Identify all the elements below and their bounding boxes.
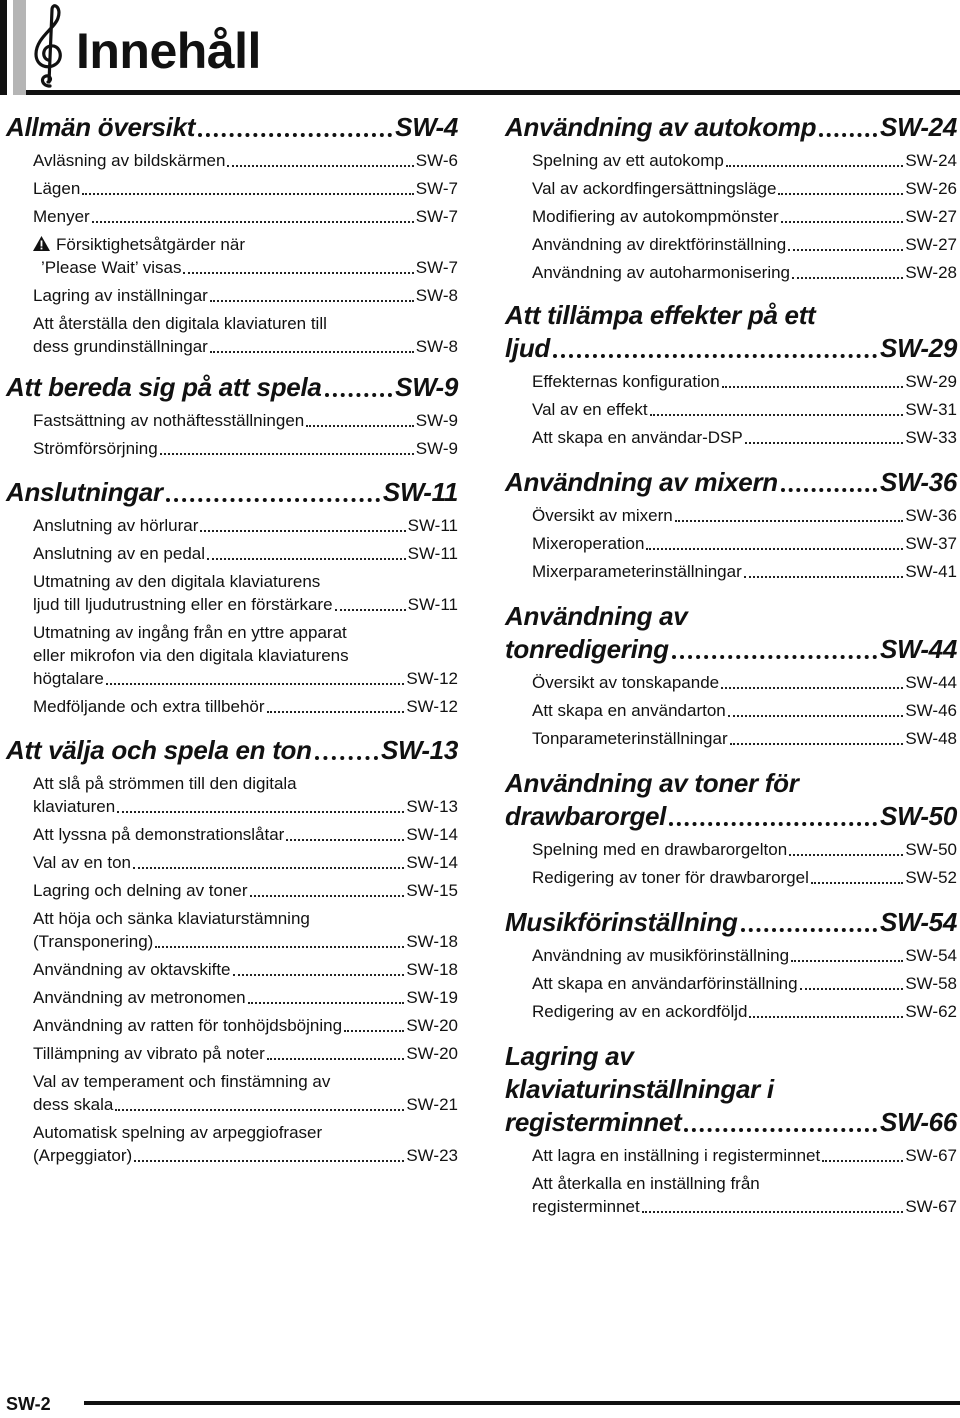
dot-leader bbox=[684, 1128, 877, 1132]
entry-page: SW-11 bbox=[407, 516, 458, 535]
dot-leader bbox=[781, 221, 904, 223]
toc-entry[interactable] bbox=[532, 1000, 957, 1023]
entry-page: SW-67 bbox=[905, 1197, 957, 1216]
section-heading[interactable] bbox=[505, 633, 957, 666]
entry-page: SW-7 bbox=[415, 207, 458, 226]
entry-page: SW-20 bbox=[406, 1016, 458, 1035]
section-heading[interactable] bbox=[505, 111, 957, 144]
entry-title: Översikt av tonskapande bbox=[532, 673, 720, 692]
dot-leader bbox=[210, 300, 414, 302]
section-title-line: tonredigering bbox=[505, 634, 669, 664]
entry-title: Tonparameterinställningar bbox=[532, 729, 728, 748]
section-page: SW-50 bbox=[880, 801, 957, 831]
entry-page: SW-18 bbox=[406, 932, 458, 951]
entry-page: SW-7 bbox=[415, 258, 458, 277]
entry-title: Redigering av en ackordföljd bbox=[532, 1002, 748, 1021]
toc-entry[interactable] bbox=[33, 1070, 458, 1116]
entry-page: SW-13 bbox=[406, 797, 458, 816]
entry-page: SW-7 bbox=[415, 179, 458, 198]
entry-title: Avläsning av bildskärmen bbox=[33, 151, 226, 170]
dot-leader bbox=[745, 442, 904, 444]
entry-title: Användning av metronomen bbox=[33, 988, 246, 1007]
entry-title-line: klaviaturen bbox=[33, 797, 116, 816]
toc-entry[interactable] bbox=[532, 205, 957, 228]
dot-leader bbox=[160, 453, 414, 455]
section-title: Musikförinställning bbox=[505, 907, 738, 937]
dot-leader bbox=[650, 414, 904, 416]
entry-page: SW-67 bbox=[905, 1146, 957, 1165]
dot-leader bbox=[819, 133, 877, 137]
entry-page: SW-52 bbox=[905, 868, 957, 887]
entry-title: Fastsättning av nothäftesställningen bbox=[33, 411, 305, 430]
toc-section bbox=[505, 1040, 957, 1218]
dot-leader bbox=[675, 520, 904, 522]
dot-leader bbox=[730, 743, 904, 745]
dot-leader bbox=[117, 811, 404, 813]
page-number: SW-2 bbox=[6, 1394, 51, 1414]
entry-page: SW-50 bbox=[905, 840, 957, 859]
section-title-line: Lagring av bbox=[505, 1041, 634, 1071]
section-items bbox=[532, 944, 957, 1023]
dot-leader bbox=[166, 498, 380, 502]
dot-leader bbox=[250, 895, 405, 897]
dot-leader bbox=[722, 386, 904, 388]
dot-leader bbox=[791, 960, 903, 962]
toc-entry[interactable] bbox=[532, 944, 957, 967]
section-items bbox=[532, 504, 957, 583]
toc-entry[interactable] bbox=[33, 437, 458, 460]
section-title: Anslutningar bbox=[6, 477, 163, 507]
toc-entry[interactable] bbox=[33, 312, 458, 358]
entry-page: SW-33 bbox=[905, 428, 957, 447]
dot-leader bbox=[726, 165, 903, 167]
dot-leader bbox=[315, 756, 378, 760]
entry-page: SW-8 bbox=[415, 337, 458, 356]
toc-entry[interactable] bbox=[33, 514, 458, 537]
entry-title: Lagring och delning av toner bbox=[33, 881, 248, 900]
toc-entry[interactable] bbox=[532, 866, 957, 889]
entry-page: SW-20 bbox=[406, 1044, 458, 1063]
section-page: SW-54 bbox=[880, 907, 957, 937]
entry-title-line: Försiktighetsåtgärder när bbox=[56, 235, 245, 254]
toc-right-column bbox=[505, 104, 957, 1218]
dot-leader bbox=[115, 1109, 404, 1111]
section-heading[interactable] bbox=[505, 1106, 957, 1139]
entry-title: Att skapa en användarförinställning bbox=[532, 974, 798, 993]
dot-leader bbox=[744, 576, 904, 578]
entry-page: SW-11 bbox=[407, 544, 458, 563]
toc-entry[interactable] bbox=[532, 233, 957, 256]
toc-entry[interactable] bbox=[33, 149, 458, 172]
toc-entry[interactable] bbox=[33, 958, 458, 981]
entry-page: SW-41 bbox=[905, 562, 957, 581]
entry-page: SW-23 bbox=[406, 1146, 458, 1165]
entry-title-line: eller mikrofon via den digitala klaviaturens bbox=[33, 646, 349, 665]
section-page: SW-66 bbox=[880, 1107, 957, 1137]
dot-leader bbox=[811, 882, 903, 884]
toc-section bbox=[505, 767, 957, 889]
entry-page: SW-58 bbox=[905, 974, 957, 993]
entry-title: Menyer bbox=[33, 207, 90, 226]
entry-page: SW-28 bbox=[905, 263, 957, 282]
section-page: SW-36 bbox=[880, 467, 957, 497]
header-gray-stripe bbox=[13, 0, 26, 95]
entry-title-line: (Arpeggiator) bbox=[33, 1146, 133, 1165]
section-title: Att välja och spela en ton bbox=[6, 735, 312, 765]
dot-leader bbox=[741, 928, 877, 932]
toc-section bbox=[505, 466, 957, 583]
section-page: SW-4 bbox=[395, 112, 458, 142]
section-page: SW-13 bbox=[381, 735, 458, 765]
entry-title: Att skapa en användar-DSP bbox=[532, 428, 743, 447]
entry-page: SW-11 bbox=[407, 595, 458, 614]
dot-leader bbox=[183, 272, 413, 274]
entry-title: Användning av musikförinställning bbox=[532, 946, 790, 965]
entry-title-line: Utmatning av den digitala klaviaturens bbox=[33, 572, 321, 591]
entry-title: Val av ackordfingersättningsläge bbox=[532, 179, 777, 198]
toc-entry[interactable] bbox=[532, 838, 957, 861]
section-title-line: registerminnet bbox=[505, 1107, 682, 1137]
footer-rule bbox=[84, 1401, 960, 1405]
entry-title: Översikt av mixern bbox=[532, 506, 673, 525]
dot-leader bbox=[642, 1211, 904, 1213]
entry-title: Anslutning av en pedal bbox=[33, 544, 206, 563]
entry-title-line: (Transponering) bbox=[33, 932, 154, 951]
toc-entry[interactable] bbox=[532, 398, 957, 421]
entry-title-line: Att höja och sänka klaviaturstämning bbox=[33, 909, 310, 928]
entry-page: SW-27 bbox=[905, 207, 957, 226]
section-title: Allmän översikt bbox=[6, 112, 196, 142]
toc-section bbox=[6, 476, 458, 718]
entry-title: Användning av direktförinställning bbox=[532, 235, 787, 254]
entry-page: SW-18 bbox=[406, 960, 458, 979]
toc-entry[interactable] bbox=[33, 205, 458, 228]
toc-entry[interactable] bbox=[33, 823, 458, 846]
section-title-line: klaviaturinställningar i bbox=[505, 1074, 774, 1104]
dot-leader bbox=[233, 974, 405, 976]
entry-page: SW-29 bbox=[905, 372, 957, 391]
dot-leader bbox=[82, 193, 414, 195]
section-heading[interactable] bbox=[6, 371, 458, 404]
entry-title-line: Att slå på strömmen till den digitala bbox=[33, 774, 297, 793]
entry-page: SW-48 bbox=[905, 729, 957, 748]
entry-title-line: Utmatning av ingång från en yttre apparat bbox=[33, 623, 347, 642]
section-title-line: Att tillämpa effekter på ett bbox=[505, 300, 816, 330]
entry-page: SW-44 bbox=[905, 673, 957, 692]
dot-leader bbox=[207, 558, 406, 560]
dot-leader bbox=[267, 1058, 405, 1060]
entry-title-line: ’Please Wait’ visas bbox=[41, 258, 182, 277]
toc-section bbox=[6, 111, 458, 358]
toc-entry[interactable] bbox=[532, 671, 957, 694]
entry-page: SW-6 bbox=[415, 151, 458, 170]
dot-leader bbox=[728, 715, 904, 717]
toc-entry[interactable] bbox=[33, 542, 458, 565]
section-items bbox=[33, 514, 458, 718]
entry-title-line: Att återkalla en inställning från bbox=[532, 1174, 760, 1193]
warning-icon bbox=[33, 236, 50, 251]
dot-leader bbox=[669, 822, 877, 826]
toc-entry[interactable] bbox=[33, 284, 458, 307]
entry-title: Effekternas konfiguration bbox=[532, 372, 720, 391]
toc-left-column bbox=[6, 104, 458, 1167]
toc-entry[interactable] bbox=[33, 1121, 458, 1167]
dot-leader bbox=[134, 1160, 404, 1162]
entry-page: SW-31 bbox=[905, 400, 957, 419]
toc-entry[interactable] bbox=[532, 504, 957, 527]
dot-leader bbox=[106, 683, 404, 685]
section-items bbox=[532, 149, 957, 284]
toc-entry[interactable] bbox=[532, 177, 957, 200]
entry-title: Spelning av ett autokomp bbox=[532, 151, 724, 170]
section-title: Att bereda sig på att spela bbox=[6, 372, 322, 402]
dot-leader bbox=[210, 351, 414, 353]
toc-section bbox=[6, 734, 458, 1167]
dot-leader bbox=[198, 133, 392, 137]
toc-entry[interactable] bbox=[33, 621, 458, 690]
section-page: SW-9 bbox=[395, 372, 458, 402]
section-heading[interactable] bbox=[505, 800, 957, 833]
dot-leader bbox=[286, 839, 404, 841]
entry-page: SW-19 bbox=[406, 988, 458, 1007]
toc-entry[interactable] bbox=[33, 772, 458, 818]
toc-entry[interactable] bbox=[33, 1014, 458, 1037]
dot-leader bbox=[672, 655, 877, 659]
entry-title-line: ljud till ljudutrustning eller en förstärkare bbox=[33, 595, 333, 614]
entry-title: Användning av ratten för tonhöjdsböjning bbox=[33, 1016, 343, 1035]
toc-entry[interactable] bbox=[33, 233, 458, 279]
entry-title: Val av en ton bbox=[33, 853, 131, 872]
entry-page: SW-14 bbox=[406, 853, 458, 872]
entry-title-line: Att återställa den digitala klaviaturen till bbox=[33, 314, 327, 333]
entry-title: Medföljande och extra tillbehör bbox=[33, 697, 265, 716]
dot-leader bbox=[335, 609, 406, 611]
toc-section bbox=[505, 906, 957, 1023]
section-heading[interactable] bbox=[6, 476, 458, 509]
toc-entry[interactable] bbox=[532, 149, 957, 172]
toc-entry[interactable] bbox=[532, 426, 957, 449]
treble-clef-icon bbox=[28, 4, 68, 88]
toc-entry[interactable] bbox=[532, 972, 957, 995]
entry-page: SW-37 bbox=[905, 534, 957, 553]
entry-page: SW-12 bbox=[406, 697, 458, 716]
toc-entry[interactable] bbox=[532, 370, 957, 393]
dot-leader bbox=[325, 393, 393, 397]
section-heading[interactable] bbox=[505, 466, 957, 499]
toc-entry[interactable] bbox=[532, 1172, 957, 1218]
dot-leader bbox=[646, 548, 903, 550]
entry-title: Spelning med en drawbarorgelton bbox=[532, 840, 788, 859]
dot-leader bbox=[306, 425, 414, 427]
dot-leader bbox=[553, 354, 877, 358]
dot-leader bbox=[778, 193, 903, 195]
entry-page: SW-26 bbox=[905, 179, 957, 198]
section-heading[interactable] bbox=[505, 906, 957, 939]
entry-page: SW-21 bbox=[406, 1095, 458, 1114]
dot-leader bbox=[267, 711, 405, 713]
toc-section bbox=[505, 600, 957, 750]
entry-page: SW-62 bbox=[905, 1002, 957, 1021]
entry-title: Lägen bbox=[33, 179, 81, 198]
dot-leader bbox=[800, 988, 904, 990]
toc-entry[interactable] bbox=[33, 986, 458, 1009]
section-items bbox=[33, 149, 458, 358]
section-items bbox=[532, 370, 957, 449]
toc-entry[interactable] bbox=[33, 409, 458, 432]
section-title-line: drawbarorgel bbox=[505, 801, 667, 831]
toc-entry[interactable] bbox=[33, 907, 458, 953]
dot-leader bbox=[133, 867, 404, 869]
section-heading[interactable] bbox=[6, 111, 458, 144]
entry-title: Tillämpning av vibrato på noter bbox=[33, 1044, 265, 1063]
section-title: Användning av mixern bbox=[505, 467, 778, 497]
section-title-line: Användning av toner för bbox=[505, 768, 799, 798]
entry-page: SW-36 bbox=[905, 506, 957, 525]
section-page: SW-29 bbox=[880, 333, 957, 363]
dot-leader bbox=[789, 854, 903, 856]
entry-title-line: Val av temperament och finstämning av bbox=[33, 1072, 331, 1091]
section-page: SW-11 bbox=[382, 477, 458, 507]
entry-title: Val av en effekt bbox=[532, 400, 648, 419]
section-heading[interactable] bbox=[505, 332, 957, 365]
dot-leader bbox=[227, 165, 413, 167]
toc-entry[interactable] bbox=[532, 560, 957, 583]
section-items bbox=[532, 671, 957, 750]
section-title-line: ljud bbox=[505, 333, 551, 363]
toc-section bbox=[6, 371, 458, 460]
entry-page: SW-27 bbox=[905, 235, 957, 254]
entry-title: Anslutning av hörlurar bbox=[33, 516, 199, 535]
toc-entry[interactable] bbox=[33, 177, 458, 200]
toc-entry[interactable] bbox=[532, 532, 957, 555]
dot-leader bbox=[822, 1160, 903, 1162]
entry-page: SW-9 bbox=[415, 411, 458, 430]
entry-page: SW-14 bbox=[406, 825, 458, 844]
entry-title-line: Automatisk spelning av arpeggiofraser bbox=[33, 1123, 323, 1142]
toc-entry[interactable] bbox=[33, 1042, 458, 1065]
dot-leader bbox=[788, 249, 903, 251]
entry-title: Användning av autoharmonisering bbox=[532, 263, 791, 282]
entry-page: SW-12 bbox=[406, 669, 458, 688]
entry-title: Att lagra en inställning i registerminnet bbox=[532, 1146, 821, 1165]
entry-title: Modifiering av autokompmönster bbox=[532, 207, 779, 226]
toc-entry[interactable] bbox=[33, 879, 458, 902]
toc-entry[interactable] bbox=[33, 570, 458, 616]
dot-leader bbox=[344, 1030, 404, 1032]
section-items bbox=[33, 409, 458, 460]
section-items bbox=[33, 772, 458, 1167]
entry-title: Att skapa en användarton bbox=[532, 701, 726, 720]
entry-title-line: dess skala bbox=[33, 1095, 114, 1114]
entry-title: Redigering av toner för drawbarorgel bbox=[532, 868, 809, 887]
entry-title: Strömförsörjning bbox=[33, 439, 158, 458]
header-black-bar bbox=[0, 0, 7, 95]
entry-page: SW-8 bbox=[415, 286, 458, 305]
entry-title: Lagring av inställningar bbox=[33, 286, 208, 305]
toc-entry[interactable] bbox=[532, 727, 957, 750]
section-items bbox=[532, 838, 957, 889]
toc-entry[interactable] bbox=[532, 699, 957, 722]
toc-entry[interactable] bbox=[33, 851, 458, 874]
dot-leader bbox=[792, 277, 903, 279]
dot-leader bbox=[155, 946, 404, 948]
header-rule bbox=[26, 90, 960, 95]
entry-title-line: högtalare bbox=[33, 669, 104, 688]
entry-title: Att lyssna på demonstrationslåtar bbox=[33, 825, 285, 844]
entry-page: SW-15 bbox=[406, 881, 458, 900]
dot-leader bbox=[200, 530, 405, 532]
toc-section bbox=[505, 111, 957, 284]
entry-page: SW-54 bbox=[905, 946, 957, 965]
entry-title: Mixerparameterinställningar bbox=[532, 562, 742, 581]
toc-entry[interactable] bbox=[532, 261, 957, 284]
entry-title: Användning av oktavskifte bbox=[33, 960, 231, 979]
entry-page: SW-24 bbox=[905, 151, 957, 170]
entry-title-line: dess grundinställningar bbox=[33, 337, 208, 356]
section-heading[interactable] bbox=[6, 734, 458, 767]
entry-title: Mixeroperation bbox=[532, 534, 645, 553]
section-page: SW-44 bbox=[880, 634, 957, 664]
toc-entry[interactable] bbox=[33, 695, 458, 718]
entry-page: SW-9 bbox=[415, 439, 458, 458]
section-items bbox=[532, 1144, 957, 1218]
entry-page: SW-46 bbox=[905, 701, 957, 720]
entry-title-line: registerminnet bbox=[532, 1197, 640, 1216]
dot-leader bbox=[749, 1016, 903, 1018]
dot-leader bbox=[92, 221, 414, 223]
dot-leader bbox=[781, 488, 877, 492]
page-header bbox=[0, 0, 960, 104]
toc-entry[interactable] bbox=[532, 1144, 957, 1167]
section-title: Användning av autokomp bbox=[505, 112, 817, 142]
toc-section bbox=[505, 299, 957, 449]
dot-leader bbox=[248, 1002, 405, 1004]
section-title-line: Användning av bbox=[505, 601, 688, 631]
section-page: SW-24 bbox=[880, 112, 957, 142]
dot-leader bbox=[721, 687, 903, 689]
page-title: Innehåll bbox=[76, 23, 261, 79]
